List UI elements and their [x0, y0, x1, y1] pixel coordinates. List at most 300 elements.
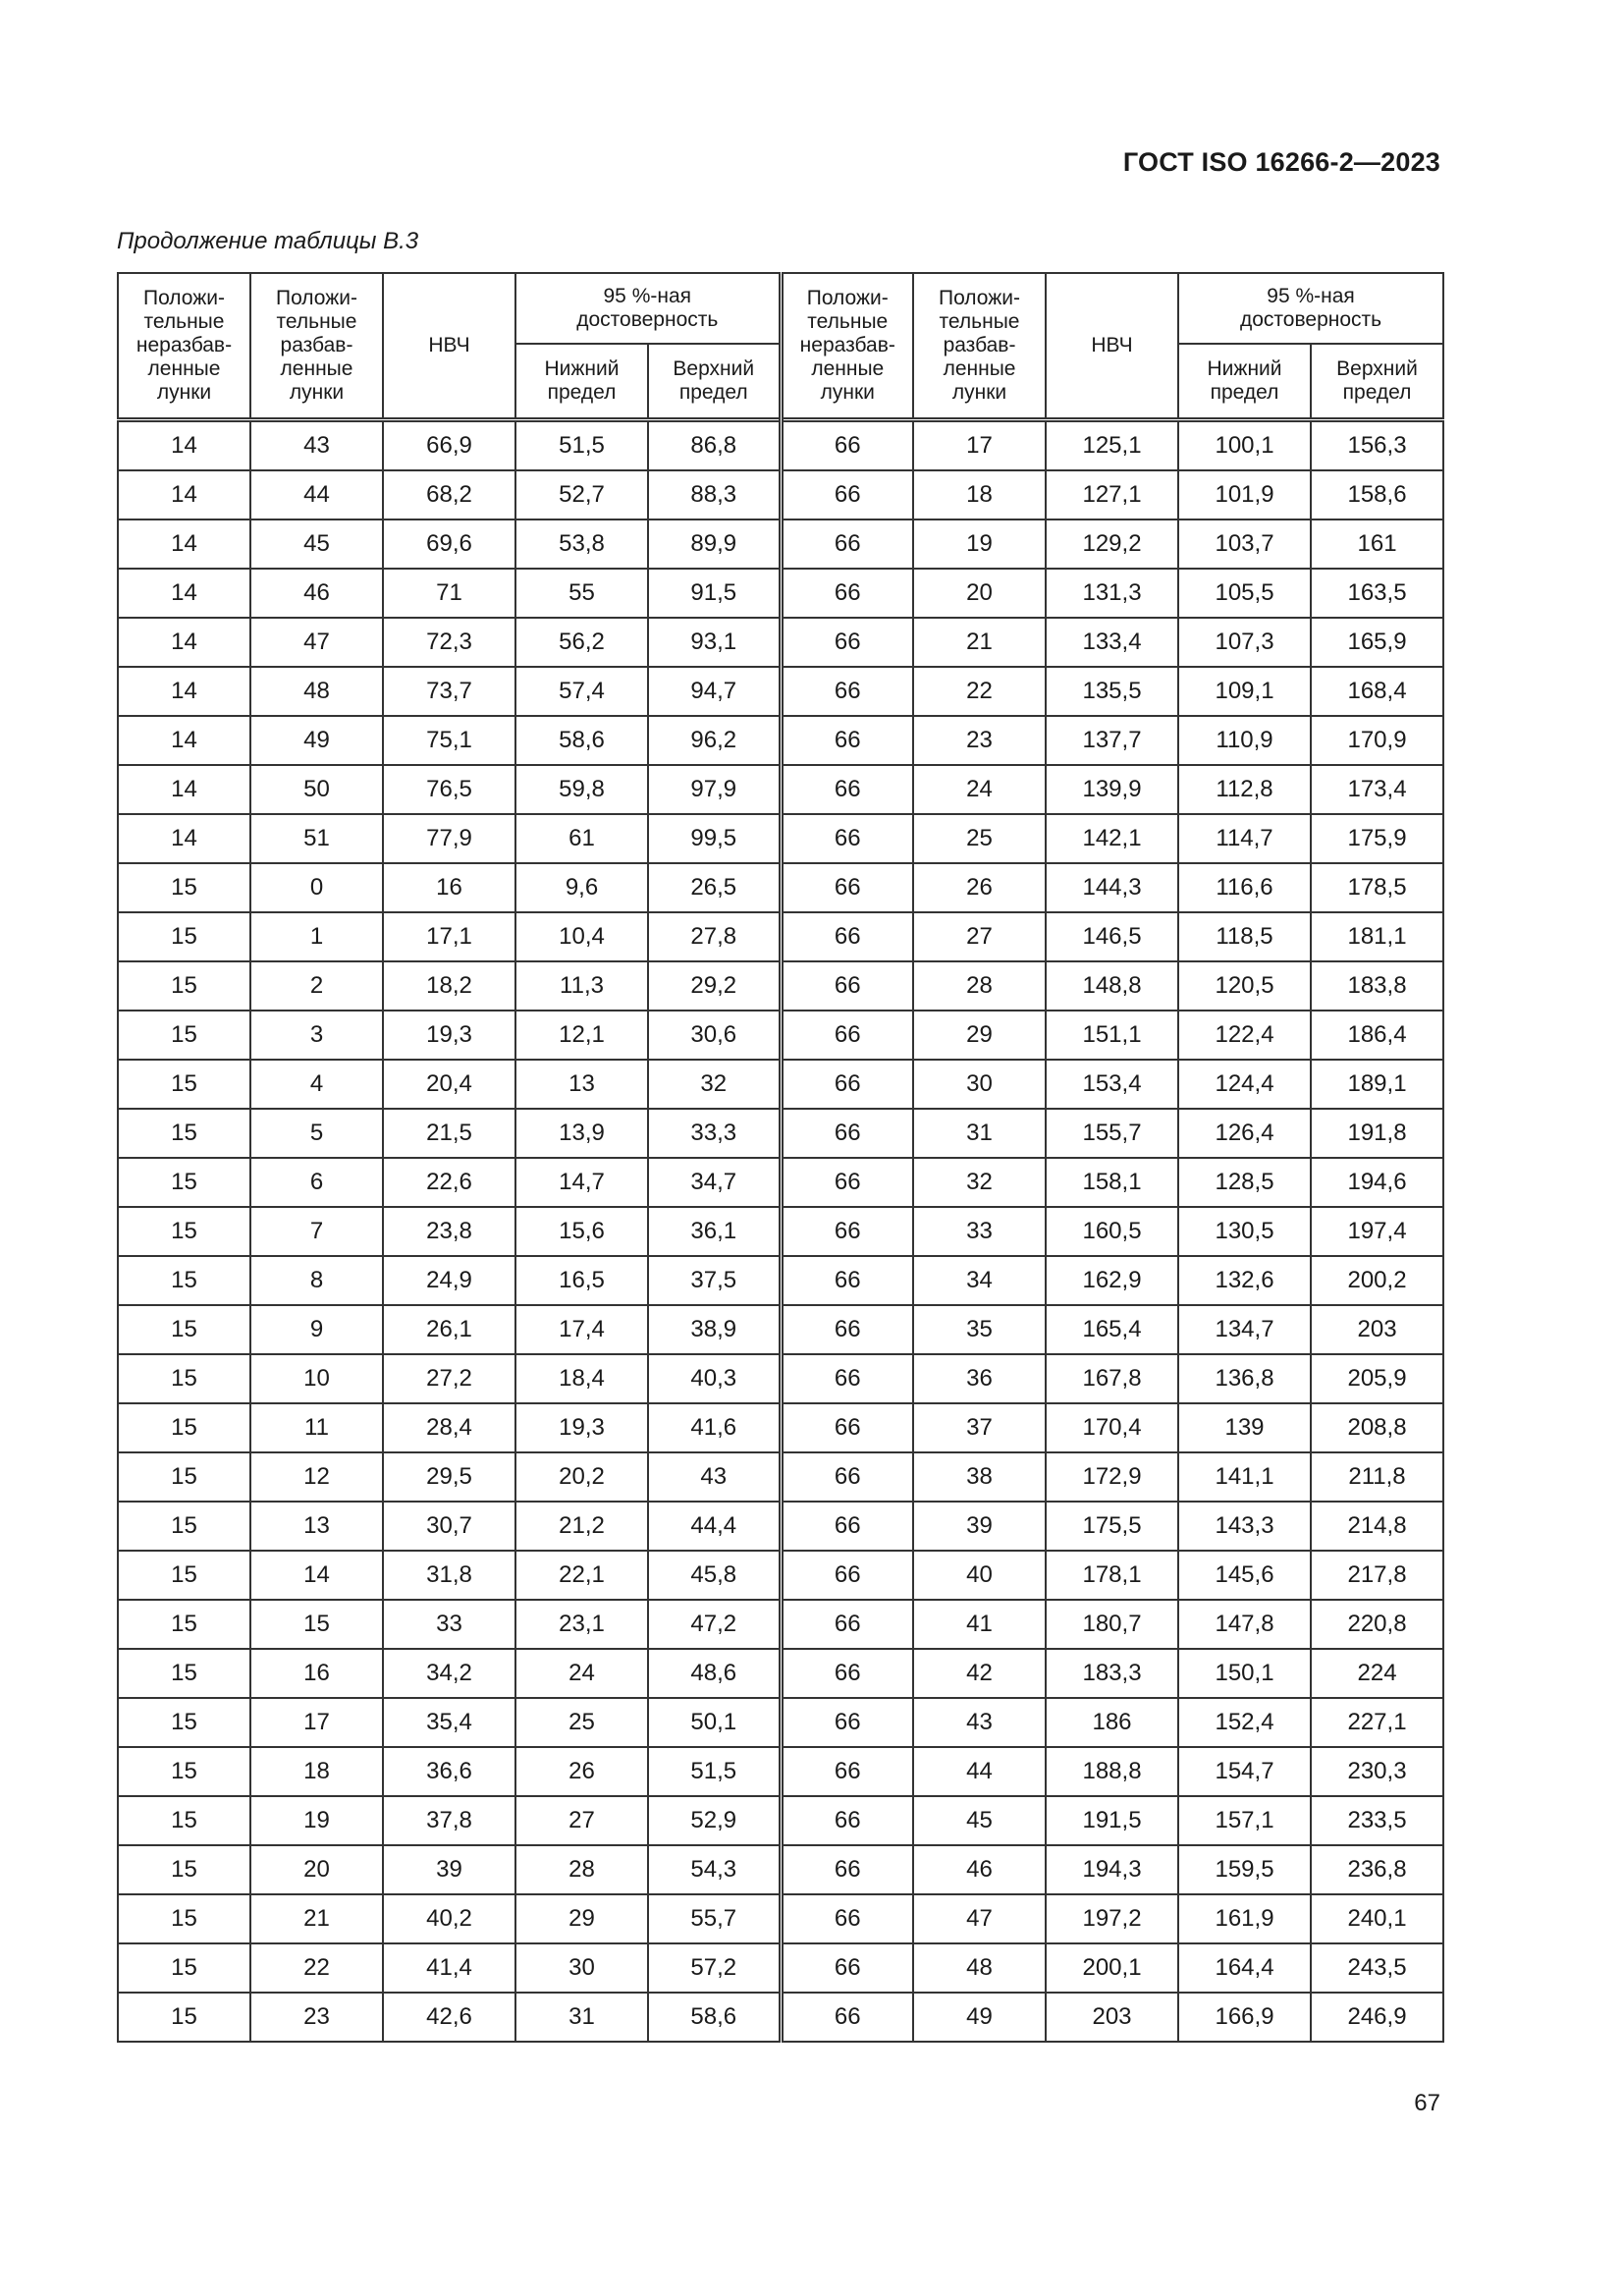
- cell-positive-undiluted: 66: [781, 765, 913, 814]
- cell-mpn: 158,1: [1046, 1158, 1178, 1207]
- cell-positive-undiluted: 15: [118, 1207, 250, 1256]
- cell-lower-limit: 143,3: [1178, 1502, 1311, 1551]
- cell-mpn: 133,4: [1046, 618, 1178, 667]
- cell-lower-limit: 100,1: [1178, 420, 1311, 471]
- cell-positive-undiluted: 15: [118, 1845, 250, 1894]
- cell-positive-diluted: 20: [913, 569, 1046, 618]
- cell-lower-limit: 11,3: [515, 961, 648, 1011]
- cell-mpn: 131,3: [1046, 569, 1178, 618]
- cell-mpn: 162,9: [1046, 1256, 1178, 1305]
- cell-positive-diluted: 10: [250, 1354, 383, 1403]
- cell-positive-diluted: 18: [250, 1747, 383, 1796]
- cell-upper-limit: 200,2: [1311, 1256, 1443, 1305]
- cell-positive-undiluted: 15: [118, 1305, 250, 1354]
- cell-upper-limit: 43: [648, 1452, 781, 1502]
- cell-positive-diluted: 18: [913, 470, 1046, 519]
- cell-mpn: 180,7: [1046, 1600, 1178, 1649]
- cell-mpn: 40,2: [383, 1894, 515, 1943]
- cell-mpn: 153,4: [1046, 1060, 1178, 1109]
- cell-mpn: 146,5: [1046, 912, 1178, 961]
- table-row: [118, 1943, 1443, 1993]
- cell-lower-limit: 103,7: [1178, 519, 1311, 569]
- cell-mpn: 178,1: [1046, 1551, 1178, 1600]
- table-row: [118, 1354, 1443, 1403]
- cell-upper-limit: 93,1: [648, 618, 781, 667]
- cell-mpn: 191,5: [1046, 1796, 1178, 1845]
- cell-mpn: 73,7: [383, 667, 515, 716]
- cell-mpn: 28,4: [383, 1403, 515, 1452]
- cell-lower-limit: 114,7: [1178, 814, 1311, 863]
- table-row: [118, 765, 1443, 814]
- cell-mpn: 172,9: [1046, 1452, 1178, 1502]
- cell-lower-limit: 9,6: [515, 863, 648, 912]
- cell-positive-undiluted: 66: [781, 470, 913, 519]
- cell-positive-diluted: 46: [250, 569, 383, 618]
- cell-mpn: 137,7: [1046, 716, 1178, 765]
- cell-mpn: 77,9: [383, 814, 515, 863]
- cell-lower-limit: 139: [1178, 1403, 1311, 1452]
- cell-mpn: 23,8: [383, 1207, 515, 1256]
- page-number: 67: [1414, 2090, 1440, 2116]
- table-row: [118, 1600, 1443, 1649]
- cell-mpn: 200,1: [1046, 1943, 1178, 1993]
- cell-positive-diluted: 13: [250, 1502, 383, 1551]
- cell-mpn: 183,3: [1046, 1649, 1178, 1698]
- header-upper-limit: Верхний предел: [1311, 344, 1443, 420]
- cell-upper-limit: 47,2: [648, 1600, 781, 1649]
- cell-upper-limit: 50,1: [648, 1698, 781, 1747]
- cell-positive-undiluted: 66: [781, 961, 913, 1011]
- cell-upper-limit: 161: [1311, 519, 1443, 569]
- cell-positive-diluted: 19: [913, 519, 1046, 569]
- table-row: [118, 1993, 1443, 2042]
- header-mpn: НВЧ: [383, 273, 515, 420]
- cell-positive-undiluted: 14: [118, 470, 250, 519]
- cell-upper-limit: 175,9: [1311, 814, 1443, 863]
- cell-lower-limit: 53,8: [515, 519, 648, 569]
- cell-lower-limit: 110,9: [1178, 716, 1311, 765]
- cell-lower-limit: 141,1: [1178, 1452, 1311, 1502]
- cell-positive-undiluted: 66: [781, 1502, 913, 1551]
- cell-mpn: 20,4: [383, 1060, 515, 1109]
- cell-mpn: 27,2: [383, 1354, 515, 1403]
- cell-lower-limit: 161,9: [1178, 1894, 1311, 1943]
- cell-positive-diluted: 43: [913, 1698, 1046, 1747]
- mpn-table: [117, 272, 1444, 2043]
- cell-positive-diluted: 1: [250, 912, 383, 961]
- cell-positive-undiluted: 15: [118, 1502, 250, 1551]
- cell-lower-limit: 109,1: [1178, 667, 1311, 716]
- table-row: [118, 961, 1443, 1011]
- cell-mpn: 19,3: [383, 1011, 515, 1060]
- cell-positive-diluted: 23: [250, 1993, 383, 2042]
- cell-positive-diluted: 0: [250, 863, 383, 912]
- cell-upper-limit: 230,3: [1311, 1747, 1443, 1796]
- cell-positive-undiluted: 66: [781, 519, 913, 569]
- cell-lower-limit: 55: [515, 569, 648, 618]
- table-row: [118, 1747, 1443, 1796]
- cell-upper-limit: 86,8: [648, 420, 781, 471]
- table-row: [118, 1502, 1443, 1551]
- table-row: [118, 1894, 1443, 1943]
- cell-positive-diluted: 23: [913, 716, 1046, 765]
- cell-lower-limit: 112,8: [1178, 765, 1311, 814]
- cell-upper-limit: 217,8: [1311, 1551, 1443, 1600]
- cell-positive-diluted: 2: [250, 961, 383, 1011]
- cell-positive-diluted: 48: [913, 1943, 1046, 1993]
- cell-upper-limit: 191,8: [1311, 1109, 1443, 1158]
- cell-lower-limit: 22,1: [515, 1551, 648, 1600]
- cell-positive-undiluted: 15: [118, 1600, 250, 1649]
- cell-upper-limit: 57,2: [648, 1943, 781, 1993]
- table-row: [118, 1158, 1443, 1207]
- cell-positive-undiluted: 14: [118, 519, 250, 569]
- cell-positive-undiluted: 15: [118, 1747, 250, 1796]
- cell-lower-limit: 20,2: [515, 1452, 648, 1502]
- cell-upper-limit: 96,2: [648, 716, 781, 765]
- cell-upper-limit: 97,9: [648, 765, 781, 814]
- cell-positive-undiluted: 66: [781, 1993, 913, 2042]
- cell-upper-limit: 55,7: [648, 1894, 781, 1943]
- cell-upper-limit: 205,9: [1311, 1354, 1443, 1403]
- table-row: [118, 1256, 1443, 1305]
- cell-lower-limit: 145,6: [1178, 1551, 1311, 1600]
- cell-positive-diluted: 38: [913, 1452, 1046, 1502]
- cell-positive-diluted: 12: [250, 1452, 383, 1502]
- cell-lower-limit: 147,8: [1178, 1600, 1311, 1649]
- cell-positive-undiluted: 66: [781, 814, 913, 863]
- cell-mpn: 34,2: [383, 1649, 515, 1698]
- cell-upper-limit: 168,4: [1311, 667, 1443, 716]
- cell-mpn: 75,1: [383, 716, 515, 765]
- cell-upper-limit: 94,7: [648, 667, 781, 716]
- cell-upper-limit: 40,3: [648, 1354, 781, 1403]
- cell-mpn: 35,4: [383, 1698, 515, 1747]
- header-lower-limit: Нижний предел: [515, 344, 648, 420]
- cell-lower-limit: 27: [515, 1796, 648, 1845]
- cell-positive-diluted: 6: [250, 1158, 383, 1207]
- cell-mpn: 144,3: [1046, 863, 1178, 912]
- cell-mpn: 69,6: [383, 519, 515, 569]
- cell-positive-undiluted: 66: [781, 716, 913, 765]
- cell-upper-limit: 203: [1311, 1305, 1443, 1354]
- cell-mpn: 33: [383, 1600, 515, 1649]
- cell-positive-undiluted: 15: [118, 1354, 250, 1403]
- cell-lower-limit: 18,4: [515, 1354, 648, 1403]
- cell-positive-undiluted: 15: [118, 1551, 250, 1600]
- cell-upper-limit: 233,5: [1311, 1796, 1443, 1845]
- cell-lower-limit: 58,6: [515, 716, 648, 765]
- cell-positive-undiluted: 66: [781, 1943, 913, 1993]
- cell-positive-diluted: 44: [913, 1747, 1046, 1796]
- cell-upper-limit: 158,6: [1311, 470, 1443, 519]
- cell-upper-limit: 189,1: [1311, 1060, 1443, 1109]
- table-row: [118, 1011, 1443, 1060]
- table-row: [118, 863, 1443, 912]
- cell-positive-undiluted: 66: [781, 1158, 913, 1207]
- table-row: [118, 1403, 1443, 1452]
- cell-lower-limit: 57,4: [515, 667, 648, 716]
- cell-upper-limit: 183,8: [1311, 961, 1443, 1011]
- cell-upper-limit: 246,9: [1311, 1993, 1443, 2042]
- cell-lower-limit: 30: [515, 1943, 648, 1993]
- cell-lower-limit: 24: [515, 1649, 648, 1698]
- cell-lower-limit: 120,5: [1178, 961, 1311, 1011]
- cell-upper-limit: 89,9: [648, 519, 781, 569]
- cell-positive-diluted: 21: [913, 618, 1046, 667]
- table-row: [118, 569, 1443, 618]
- cell-mpn: 160,5: [1046, 1207, 1178, 1256]
- cell-mpn: 148,8: [1046, 961, 1178, 1011]
- cell-lower-limit: 154,7: [1178, 1747, 1311, 1796]
- cell-lower-limit: 16,5: [515, 1256, 648, 1305]
- cell-positive-diluted: 7: [250, 1207, 383, 1256]
- cell-positive-diluted: 46: [913, 1845, 1046, 1894]
- cell-lower-limit: 107,3: [1178, 618, 1311, 667]
- cell-upper-limit: 30,6: [648, 1011, 781, 1060]
- cell-positive-undiluted: 14: [118, 667, 250, 716]
- cell-positive-undiluted: 66: [781, 569, 913, 618]
- cell-upper-limit: 51,5: [648, 1747, 781, 1796]
- cell-mpn: 17,1: [383, 912, 515, 961]
- cell-positive-diluted: 45: [913, 1796, 1046, 1845]
- cell-positive-diluted: 27: [913, 912, 1046, 961]
- cell-positive-undiluted: 14: [118, 814, 250, 863]
- cell-positive-diluted: 20: [250, 1845, 383, 1894]
- cell-lower-limit: 134,7: [1178, 1305, 1311, 1354]
- header-confidence: 95 %-ная достоверность: [1178, 273, 1443, 344]
- cell-lower-limit: 19,3: [515, 1403, 648, 1452]
- cell-upper-limit: 33,3: [648, 1109, 781, 1158]
- cell-mpn: 42,6: [383, 1993, 515, 2042]
- cell-positive-diluted: 16: [250, 1649, 383, 1698]
- cell-positive-undiluted: 14: [118, 618, 250, 667]
- table-row: [118, 618, 1443, 667]
- cell-upper-limit: 54,3: [648, 1845, 781, 1894]
- cell-mpn: 129,2: [1046, 519, 1178, 569]
- cell-positive-diluted: 41: [913, 1600, 1046, 1649]
- table-row: [118, 1698, 1443, 1747]
- cell-mpn: 170,4: [1046, 1403, 1178, 1452]
- cell-mpn: 135,5: [1046, 667, 1178, 716]
- cell-upper-limit: 44,4: [648, 1502, 781, 1551]
- cell-lower-limit: 12,1: [515, 1011, 648, 1060]
- cell-upper-limit: 52,9: [648, 1796, 781, 1845]
- cell-lower-limit: 124,4: [1178, 1060, 1311, 1109]
- cell-mpn: 127,1: [1046, 470, 1178, 519]
- cell-lower-limit: 164,4: [1178, 1943, 1311, 1993]
- cell-positive-undiluted: 66: [781, 1109, 913, 1158]
- cell-positive-undiluted: 66: [781, 863, 913, 912]
- cell-positive-diluted: 15: [250, 1600, 383, 1649]
- cell-positive-diluted: 31: [913, 1109, 1046, 1158]
- cell-mpn: 167,8: [1046, 1354, 1178, 1403]
- cell-mpn: 188,8: [1046, 1747, 1178, 1796]
- cell-mpn: 37,8: [383, 1796, 515, 1845]
- cell-lower-limit: 10,4: [515, 912, 648, 961]
- cell-lower-limit: 25: [515, 1698, 648, 1747]
- table-row: [118, 1845, 1443, 1894]
- cell-positive-undiluted: 15: [118, 1943, 250, 1993]
- cell-lower-limit: 23,1: [515, 1600, 648, 1649]
- cell-lower-limit: 157,1: [1178, 1796, 1311, 1845]
- cell-upper-limit: 58,6: [648, 1993, 781, 2042]
- table-body: [118, 420, 1443, 2043]
- cell-lower-limit: 130,5: [1178, 1207, 1311, 1256]
- cell-positive-undiluted: 66: [781, 1600, 913, 1649]
- cell-lower-limit: 105,5: [1178, 569, 1311, 618]
- cell-positive-diluted: 29: [913, 1011, 1046, 1060]
- cell-lower-limit: 152,4: [1178, 1698, 1311, 1747]
- cell-lower-limit: 118,5: [1178, 912, 1311, 961]
- cell-mpn: 68,2: [383, 470, 515, 519]
- document-code: ГОСТ ISO 16266-2—2023: [1122, 147, 1440, 177]
- cell-positive-diluted: 33: [913, 1207, 1046, 1256]
- cell-lower-limit: 59,8: [515, 765, 648, 814]
- cell-upper-limit: 173,4: [1311, 765, 1443, 814]
- cell-lower-limit: 52,7: [515, 470, 648, 519]
- table-row: [118, 420, 1443, 471]
- cell-lower-limit: 101,9: [1178, 470, 1311, 519]
- cell-lower-limit: 17,4: [515, 1305, 648, 1354]
- cell-lower-limit: 28: [515, 1845, 648, 1894]
- cell-upper-limit: 224: [1311, 1649, 1443, 1698]
- cell-upper-limit: 91,5: [648, 569, 781, 618]
- cell-upper-limit: 34,7: [648, 1158, 781, 1207]
- cell-positive-undiluted: 66: [781, 1452, 913, 1502]
- table-row: [118, 1207, 1443, 1256]
- cell-lower-limit: 126,4: [1178, 1109, 1311, 1158]
- cell-positive-undiluted: 66: [781, 1011, 913, 1060]
- cell-positive-diluted: 3: [250, 1011, 383, 1060]
- cell-positive-undiluted: 15: [118, 1452, 250, 1502]
- cell-lower-limit: 150,1: [1178, 1649, 1311, 1698]
- cell-upper-limit: 240,1: [1311, 1894, 1443, 1943]
- cell-positive-diluted: 50: [250, 765, 383, 814]
- cell-mpn: 36,6: [383, 1747, 515, 1796]
- cell-positive-diluted: 21: [250, 1894, 383, 1943]
- cell-positive-undiluted: 14: [118, 716, 250, 765]
- cell-positive-diluted: 37: [913, 1403, 1046, 1452]
- table-row: [118, 1305, 1443, 1354]
- table-row: [118, 470, 1443, 519]
- cell-lower-limit: 13: [515, 1060, 648, 1109]
- cell-upper-limit: 36,1: [648, 1207, 781, 1256]
- table-row: [118, 1649, 1443, 1698]
- cell-positive-diluted: 17: [913, 420, 1046, 471]
- cell-positive-undiluted: 14: [118, 765, 250, 814]
- cell-upper-limit: 208,8: [1311, 1403, 1443, 1452]
- table-row: [118, 814, 1443, 863]
- cell-positive-undiluted: 15: [118, 1649, 250, 1698]
- cell-positive-diluted: 26: [913, 863, 1046, 912]
- cell-mpn: 18,2: [383, 961, 515, 1011]
- cell-positive-undiluted: 66: [781, 1796, 913, 1845]
- cell-upper-limit: 156,3: [1311, 420, 1443, 471]
- cell-upper-limit: 181,1: [1311, 912, 1443, 961]
- cell-mpn: 139,9: [1046, 765, 1178, 814]
- cell-positive-undiluted: 66: [781, 1551, 913, 1600]
- header-confidence: 95 %-ная достоверность: [515, 273, 781, 344]
- cell-positive-undiluted: 66: [781, 1698, 913, 1747]
- cell-upper-limit: 211,8: [1311, 1452, 1443, 1502]
- cell-upper-limit: 243,5: [1311, 1943, 1443, 1993]
- cell-positive-diluted: 40: [913, 1551, 1046, 1600]
- cell-mpn: 142,1: [1046, 814, 1178, 863]
- cell-lower-limit: 61: [515, 814, 648, 863]
- cell-upper-limit: 41,6: [648, 1403, 781, 1452]
- cell-positive-undiluted: 66: [781, 1649, 913, 1698]
- cell-positive-diluted: 32: [913, 1158, 1046, 1207]
- header-lower-limit: Нижний предел: [1178, 344, 1311, 420]
- cell-mpn: 76,5: [383, 765, 515, 814]
- header-positive-undiluted: Положи- тельные неразбав- ленные лунки: [781, 273, 913, 420]
- cell-mpn: 21,5: [383, 1109, 515, 1158]
- cell-lower-limit: 136,8: [1178, 1354, 1311, 1403]
- table-row: [118, 1796, 1443, 1845]
- cell-upper-limit: 165,9: [1311, 618, 1443, 667]
- header-upper-limit: Верхний предел: [648, 344, 781, 420]
- cell-lower-limit: 128,5: [1178, 1158, 1311, 1207]
- cell-positive-undiluted: 66: [781, 912, 913, 961]
- cell-positive-undiluted: 66: [781, 1305, 913, 1354]
- table-row: [118, 1060, 1443, 1109]
- cell-mpn: 22,6: [383, 1158, 515, 1207]
- cell-positive-diluted: 48: [250, 667, 383, 716]
- cell-positive-diluted: 30: [913, 1060, 1046, 1109]
- cell-lower-limit: 122,4: [1178, 1011, 1311, 1060]
- table-row: [118, 1551, 1443, 1600]
- cell-lower-limit: 166,9: [1178, 1993, 1311, 2042]
- cell-mpn: 31,8: [383, 1551, 515, 1600]
- cell-mpn: 125,1: [1046, 420, 1178, 471]
- cell-mpn: 155,7: [1046, 1109, 1178, 1158]
- cell-positive-undiluted: 15: [118, 863, 250, 912]
- cell-upper-limit: 26,5: [648, 863, 781, 912]
- header-positive-diluted: Положи- тельные разбав- ленные лунки: [250, 273, 383, 420]
- cell-lower-limit: 31: [515, 1993, 648, 2042]
- cell-mpn: 151,1: [1046, 1011, 1178, 1060]
- cell-lower-limit: 15,6: [515, 1207, 648, 1256]
- cell-positive-diluted: 51: [250, 814, 383, 863]
- cell-upper-limit: 37,5: [648, 1256, 781, 1305]
- cell-upper-limit: 45,8: [648, 1551, 781, 1600]
- cell-mpn: 71: [383, 569, 515, 618]
- cell-positive-undiluted: 15: [118, 1109, 250, 1158]
- cell-mpn: 30,7: [383, 1502, 515, 1551]
- cell-upper-limit: 236,8: [1311, 1845, 1443, 1894]
- cell-mpn: 194,3: [1046, 1845, 1178, 1894]
- cell-positive-undiluted: 66: [781, 618, 913, 667]
- cell-positive-diluted: 5: [250, 1109, 383, 1158]
- header-positive-diluted: Положи- тельные разбав- ленные лунки: [913, 273, 1046, 420]
- cell-positive-diluted: 19: [250, 1796, 383, 1845]
- cell-positive-undiluted: 14: [118, 420, 250, 471]
- cell-positive-diluted: 35: [913, 1305, 1046, 1354]
- cell-positive-diluted: 24: [913, 765, 1046, 814]
- table-row: [118, 667, 1443, 716]
- cell-lower-limit: 51,5: [515, 420, 648, 471]
- cell-upper-limit: 194,6: [1311, 1158, 1443, 1207]
- cell-positive-diluted: 22: [913, 667, 1046, 716]
- table-row: [118, 519, 1443, 569]
- cell-upper-limit: 197,4: [1311, 1207, 1443, 1256]
- header-positive-undiluted: Положи- тельные неразбав- ленные лунки: [118, 273, 250, 420]
- cell-lower-limit: 159,5: [1178, 1845, 1311, 1894]
- cell-upper-limit: 220,8: [1311, 1600, 1443, 1649]
- cell-positive-diluted: 9: [250, 1305, 383, 1354]
- cell-lower-limit: 14,7: [515, 1158, 648, 1207]
